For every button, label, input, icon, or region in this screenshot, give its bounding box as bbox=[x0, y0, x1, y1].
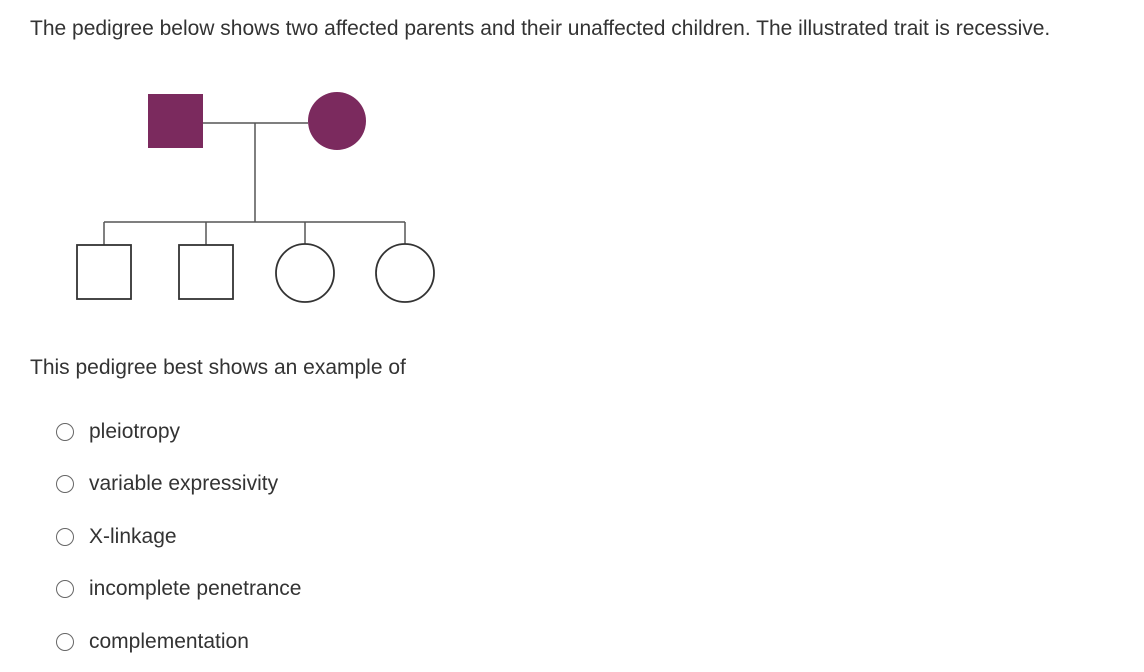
option-label: X-linkage bbox=[89, 525, 177, 548]
prompt-text: This pedigree best shows an example of bbox=[30, 356, 406, 379]
option-label: incomplete penetrance bbox=[89, 577, 302, 600]
option-label: pleiotropy bbox=[89, 420, 181, 443]
option-pleiotropy[interactable] bbox=[56, 417, 180, 447]
radio-button[interactable] bbox=[56, 423, 74, 441]
option-label: variable expressivity bbox=[89, 472, 279, 495]
question-text: The pedigree below shows two affected parents and their unaffected children. The illustrated trait is recessive. bbox=[30, 17, 1051, 40]
answer-options bbox=[56, 0, 456, 672]
radio-button[interactable] bbox=[56, 475, 74, 493]
option-label: complementation bbox=[89, 630, 249, 653]
radio-button[interactable] bbox=[56, 580, 74, 598]
option-x-linkage[interactable] bbox=[56, 522, 177, 552]
radio-button[interactable] bbox=[56, 528, 74, 546]
option-complementation[interactable] bbox=[56, 627, 249, 657]
option-variable-expressivity[interactable] bbox=[56, 469, 278, 499]
option-incomplete-penetrance[interactable] bbox=[56, 574, 301, 604]
radio-button[interactable] bbox=[56, 633, 74, 651]
